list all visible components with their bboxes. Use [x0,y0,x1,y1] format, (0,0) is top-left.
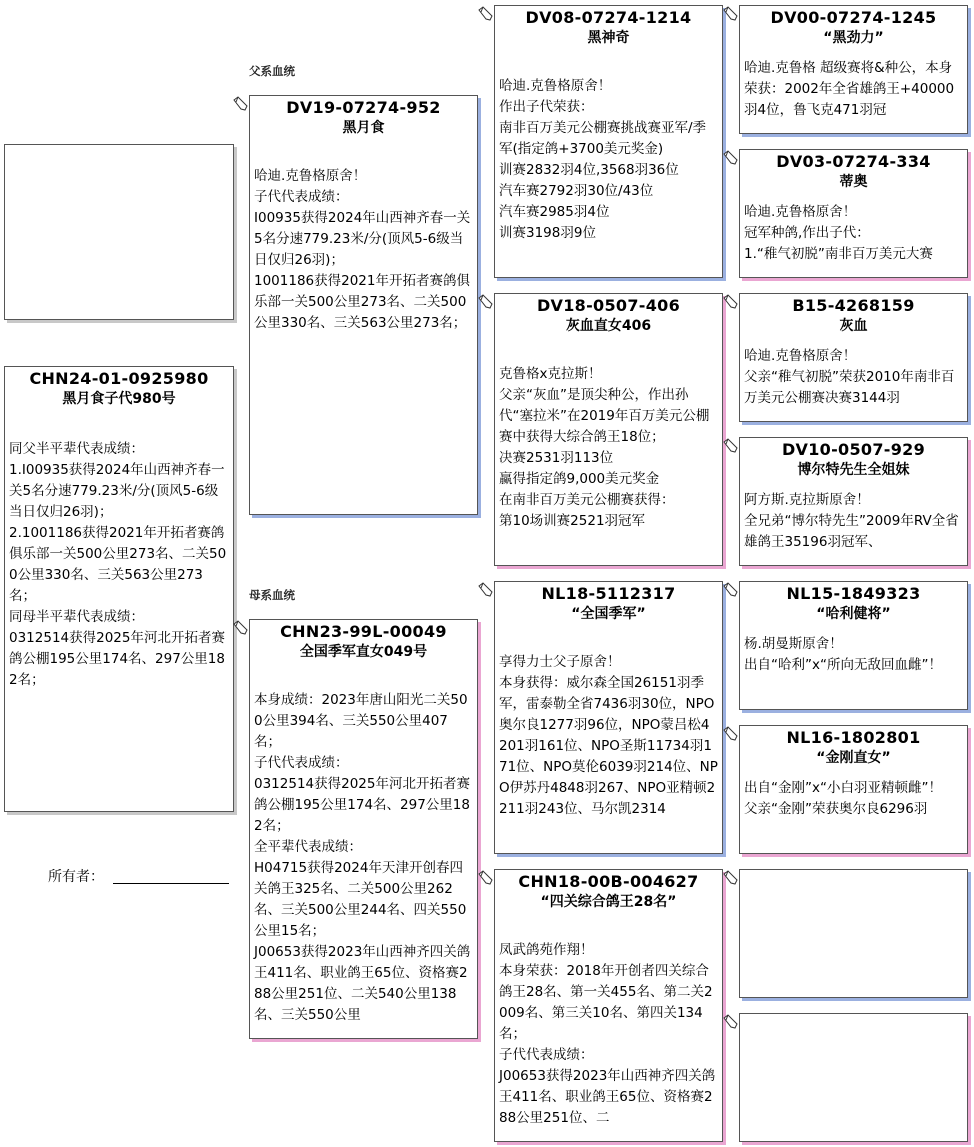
edit-pencil-icon[interactable] [723,726,738,741]
dam-notes: 本身成绩：2023年唐山阳光二关500公里394名、三关550公里407名； 子代代表成绩： 0312514获得2025年河北开拓者赛鸽公棚195公里174名、297公里182名； 全平辈代表成绩： H04715获得2024年天津开创春四关鸽王325名、二关500公里262名、三关500公里244名、四关550公里15名； J00653获得2023年山西神齐四关鸽王411名、职业鸽王65位、资格赛288公里251位、二关540公里138名、三关550公里 [254,692,471,1023]
edit-pencil-icon[interactable] [478,870,493,885]
ring-number: DV00-07274-1245 [770,8,937,27]
pigeon-name: 灰血直女406 [565,318,652,334]
subject-card[interactable] [4,366,234,812]
ring-number: CHN18-00B-004627 [518,872,699,891]
dam-dam-card[interactable] [494,869,723,1142]
paternal-section-label: 父系血统 [249,64,295,78]
sire-ring-number: DV19-07274-952 [286,98,441,117]
ancestor-card[interactable] [739,293,968,422]
ancestor-card[interactable] [739,5,968,134]
ring-number: DV08-07274-1214 [525,8,692,27]
pigeon-notes: 出自“金刚”x“小白羽亚精顿雌”！ 父亲“金刚”荣获奥尔良6296羽 [744,780,942,817]
ancestor-card[interactable] [739,725,968,854]
pigeon-name: 博尔特先生全姐妹 [797,462,910,478]
maternal-section-label: 母系血统 [249,588,295,602]
edit-pencil-icon[interactable] [723,294,738,309]
edit-pencil-icon[interactable] [478,6,493,21]
sire-name: 黑月食 [342,120,385,136]
pigeon-name: “四关综合鸽王28名” [540,894,677,910]
pigeon-name: “黑劲力” [823,30,884,46]
pigeon-name: 黑神奇 [587,30,630,46]
dam-card[interactable] [249,619,478,1039]
ancestor-card[interactable] [739,581,968,710]
pigeon-notes: 凤武鸽苑作翔！ 本身荣获：2018年开创者四关综合鸽王28名、第一关455名、第二关2009名、第三关10名、第四关134名； 子代代表成绩： J00653获得2023年山西神齐四关鸽王411名、职业鸽王65位、资格赛288公里251位、二 [499,942,716,1126]
ancestor-card[interactable] [739,149,968,278]
subject-name: 黑月食子代980号 [62,391,176,407]
ancestor-card-empty[interactable] [739,1013,968,1142]
owner-label: 所有者： [48,869,104,885]
edit-pencil-icon[interactable] [723,438,738,453]
pigeon-notes: 享得力士父子原舍！ 本身获得：威尔森全国26151羽季军，雷泰勒全省7436羽30位，NPO奥尔良1277羽96位，NPO蒙吕松4201羽161位、NPO圣斯11734羽171位、NPO莫伦6039羽214位、NPO伊苏丹4848羽267、NPO亚精顿2211羽243位、马尔凯2314 [499,654,718,817]
edit-pencil-icon[interactable] [723,582,738,597]
pigeon-name: “哈利健将” [816,606,891,622]
subject-notes: 同父半平辈代表成绩： 1.I00935获得2024年山西神齐春一关5名分速779.23米/分(顶风5-6级当日仅归26羽)； 2.1001186获得2021年开拓者赛鸽俱乐部一关500公里273名、二关500公里330名、三关563公里273名； 同母半平辈代表成绩： 0312514获得2025年河北开拓者赛鸽公棚195公里174名、297公里182名； [9,441,227,688]
edit-pencil-icon[interactable] [478,582,493,597]
ring-number: DV10-0507-929 [781,440,926,459]
edit-pencil-icon[interactable] [723,870,738,885]
pigeon-notes: 哈迪.克鲁格原舍！ 作出子代荣获： 南非百万美元公棚赛挑战赛亚军/季军(指定鸽+3700美元奖金) 训赛2832羽4位,3568羽36位 汽车赛2792羽30位/43位 汽车赛2985羽4位 训赛3198羽9位 [499,78,707,241]
pigeon-name: 蒂奥 [839,174,868,190]
subject-ring-number: CHN24-01-0925980 [29,369,209,388]
pigeon-name: “全国季军” [571,606,646,622]
pigeon-notes: 哈迪.克鲁格原舍！ 冠军种鸽,作出子代： 1.“稚气初脱”南非百万美元大赛 [744,204,933,262]
ring-number: DV03-07274-334 [776,152,931,171]
ancestor-card-empty[interactable] [739,869,968,998]
photo-placeholder [4,144,234,320]
ring-number: NL16-1802801 [786,728,921,747]
pigeon-notes: 哈迪.克鲁格原舍！ 父亲“稚气初脱”荣获2010年南非百万美元公棚赛决赛3144羽 [744,348,955,406]
dam-ring-number: CHN23-99L-00049 [280,622,447,641]
owner-underline [113,883,229,884]
edit-pencil-icon[interactable] [478,294,493,309]
edit-pencil-icon[interactable] [723,1014,738,1029]
edit-pencil-icon[interactable] [723,150,738,165]
ring-number: NL18-5112317 [541,584,676,603]
ancestor-card[interactable] [739,437,968,566]
sire-card[interactable] [249,95,478,515]
pigeon-name: 灰血 [839,318,868,334]
dam-sire-card[interactable] [494,581,723,854]
ring-number: B15-4268159 [792,296,915,315]
pigeon-notes: 阿方斯.克拉斯原舍！ 全兄弟“博尔特先生”2009年RV全省雄鸽王35196羽冠军、 [744,492,959,550]
ring-number: DV18-0507-406 [536,296,681,315]
pigeon-name: “金刚直女” [816,750,891,766]
pigeon-notes: 哈迪.克鲁格 超级赛将&种公，本身荣获：2002年全省雄鸽王+40000羽4位，鲁飞克471羽冠 [744,60,955,118]
sire-sire-card[interactable] [494,5,723,278]
dam-name: 全国季军直女049号 [299,644,428,660]
sire-notes: 哈迪.克鲁格原舍！ 子代代表成绩： I00935获得2024年山西神齐春一关5名分速779.23米/分(顶风5-6级当日仅归26羽)； 1001186获得2021年开拓者赛鸽俱乐部一关500公里273名、二关500公里330名、三关563公里273名； [254,168,471,331]
edit-pencil-icon[interactable] [233,96,248,111]
pigeon-notes: 杨.胡曼斯原舍！ 出自“哈利”x“所向无敌回血雌”！ [744,636,942,673]
sire-dam-card[interactable] [494,293,723,566]
pigeon-notes: 克鲁格x克拉斯！ 父亲“灰血”是顶尖种公，作出孙代“塞拉米”在2019年百万美元公棚赛中获得大综合鸽王18位； 决赛2531羽113位 赢得指定鸽9,000美元奖金 在南非百万美元公棚赛获得： 第10场训赛2521羽冠军 [499,366,710,529]
edit-pencil-icon[interactable] [723,6,738,21]
ring-number: NL15-1849323 [786,584,921,603]
edit-pencil-icon[interactable] [233,620,248,635]
